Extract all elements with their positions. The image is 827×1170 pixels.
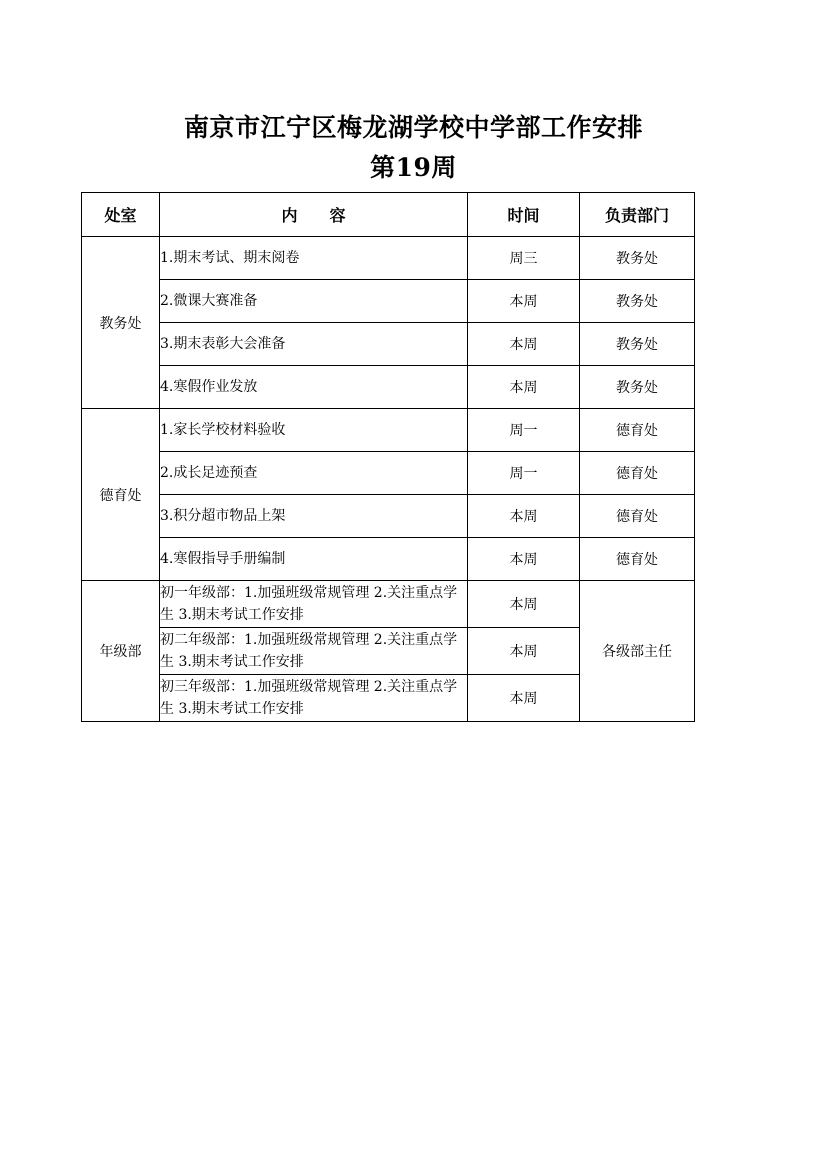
content-cell: 3.积分超市物品上架 [160,495,468,538]
time-cell: 本周 [468,538,580,581]
content-cell: 初二年级部：1.加强班级常规管理 2.关注重点学生 3.期末考试工作安排 [160,628,468,675]
content-cell: 初三年级部：1.加强班级常规管理 2.关注重点学生 3.期末考试工作安排 [160,675,468,722]
content-cell: 4.寒假作业发放 [160,366,468,409]
dept-cell: 德育处 [580,452,695,495]
header-dept: 负责部门 [580,193,695,237]
dept-cell: 德育处 [580,495,695,538]
time-cell: 周三 [468,237,580,280]
office-cell: 德育处 [82,409,160,581]
content-cell: 1.家长学校材料验收 [160,409,468,452]
time-cell: 本周 [468,495,580,538]
dept-cell: 各级部主任 [580,581,695,722]
content-cell: 1.期末考试、期末阅卷 [160,237,468,280]
content-cell: 3.期末表彰大会准备 [160,323,468,366]
dept-cell: 教务处 [580,237,695,280]
table-row [82,366,695,409]
dept-cell: 教务处 [580,280,695,323]
time-cell: 本周 [468,675,580,722]
document-title: 南京市江宁区梅龙湖学校中学部工作安排 [183,113,643,142]
table-row [82,581,695,628]
time-cell: 本周 [468,628,580,675]
table-header-row [82,193,695,237]
dept-cell: 德育处 [580,538,695,581]
header-time: 时间 [468,193,580,237]
content-cell: 2.微课大赛准备 [160,280,468,323]
office-cell: 教务处 [82,237,160,409]
table-row [82,452,695,495]
time-cell: 本周 [468,581,580,628]
time-cell: 本周 [468,323,580,366]
table-row [82,409,695,452]
table-row [82,495,695,538]
content-cell: 2.成长足迹预查 [160,452,468,495]
table-row [82,538,695,581]
office-cell: 年级部 [82,581,160,722]
header-office: 处室 [82,193,160,237]
table-row [82,280,695,323]
header-content: 内 容 [160,193,468,237]
dept-cell: 教务处 [580,323,695,366]
table-row [82,237,695,280]
time-cell: 本周 [468,280,580,323]
dept-cell: 教务处 [580,366,695,409]
week-label: 第19周 [370,153,457,182]
table-row [82,323,695,366]
time-cell: 周一 [468,452,580,495]
content-cell: 4.寒假指导手册编制 [160,538,468,581]
content-cell: 初一年级部：1.加强班级常规管理 2.关注重点学生 3.期末考试工作安排 [160,581,468,628]
dept-cell: 德育处 [580,409,695,452]
schedule-table [81,192,695,722]
time-cell: 本周 [468,366,580,409]
time-cell: 周一 [468,409,580,452]
